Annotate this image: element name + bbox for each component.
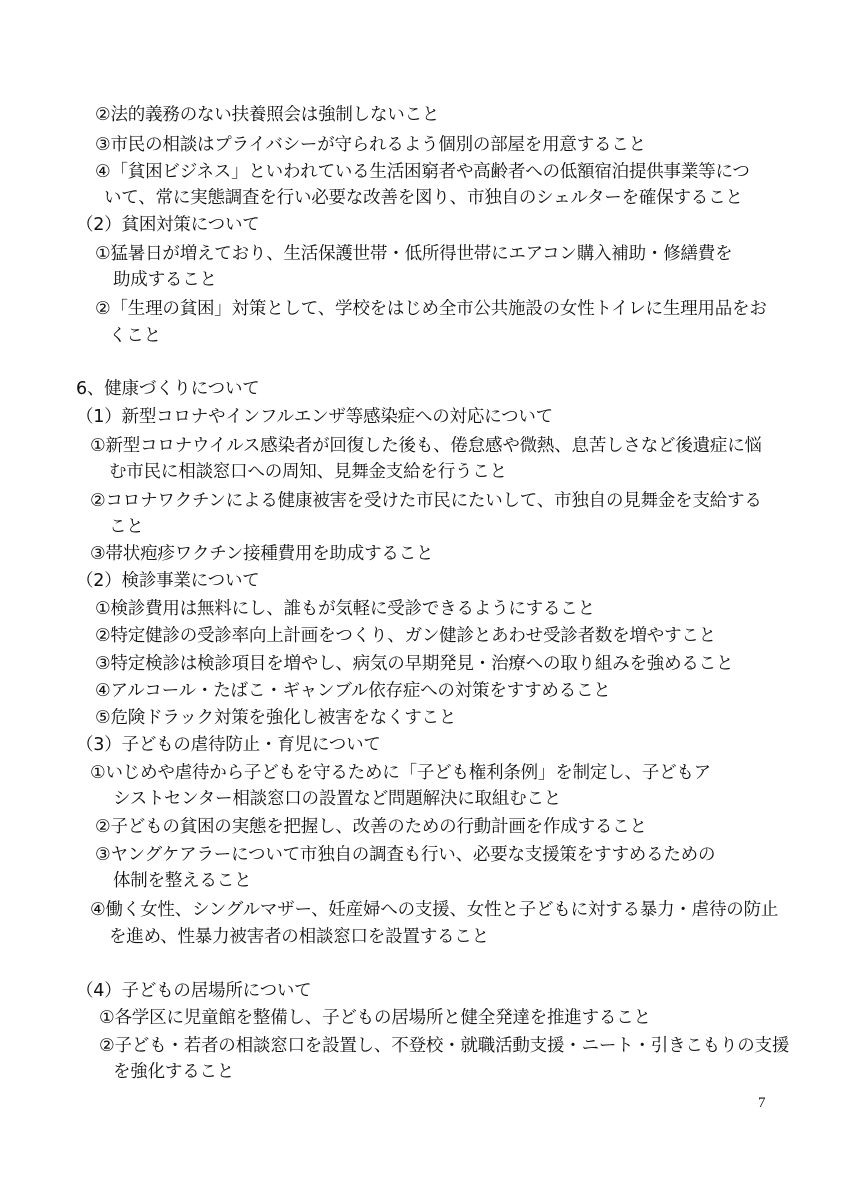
text-line: む市民に相談窓口への周知、見舞金支給を行うこと <box>109 462 507 482</box>
text-line: ④アルコール・たばこ・ギャンブル依存症への対策をすすめること <box>95 681 611 701</box>
text-line: ①新型コロナウイルス感染者が回復した後も、倦怠感や微熱、息苦しさなど後遺症に悩 <box>90 436 762 456</box>
text-line: ④働く女性、シングルマザー、妊産婦への支援、女性と子どもに対する暴力・虐待の防止 <box>90 900 779 920</box>
section-heading: （1）新型コロナやインフルエンザ等感染症への対応について <box>76 407 553 427</box>
section-heading: （4）子どもの居場所について <box>76 981 312 1001</box>
text-line: 助成すること <box>113 270 217 290</box>
chapter-heading: 6、健康づくりについて <box>76 379 260 399</box>
text-line: ③特定検診は検診項目を増やし、病気の早期発見・治療への取り組みを強めること <box>95 654 734 674</box>
page-number: 7 <box>758 1095 766 1111</box>
text-line: こと <box>109 517 144 537</box>
text-line: シストセンター相談窓口の設置など問題解決に取組むこと <box>113 789 562 809</box>
text-line: ②法的義務のない扶養照会は強制しないこと <box>95 105 440 125</box>
text-line: ①検診費用は無料にし、誰もが気軽に受診できるようにすること <box>95 599 595 619</box>
text-line: ④「貧困ビジネス」といわれている生活困窮者や高齢者への低額宿泊提供事業等につ <box>95 162 750 182</box>
text-line: を進め、性暴力被害者の相談窓口を設置すること <box>109 927 489 947</box>
section-heading: （2）検診事業について <box>76 571 260 591</box>
text-line: ①いじめや虐待から子どもを守るために「子ども権利条例」を制定し、子どもア <box>90 763 711 783</box>
text-line: ②子ども・若者の相談窓口を設置し、不登校・就職活動支援・ニート・引きこもりの支援 <box>99 1036 790 1056</box>
section-heading: （3）子どもの虐待防止・育児について <box>76 735 381 755</box>
text-line: ②コロナワクチンによる健康被害を受けた市民にたいして、市独自の見舞金を支給する <box>90 491 762 511</box>
section-heading: （2）貧困対策について <box>76 215 260 235</box>
text-line: ①猛暑日が増えており、生活保護世帯・低所得世帯にエアコン購入補助・修繕費を <box>95 244 733 264</box>
text-line: ⑤危険ドラック対策を強化し被害をなくすこと <box>95 708 457 728</box>
text-line: くこと <box>109 326 161 346</box>
text-line: ②特定健診の受診率向上計画をつくり、ガン健診とあわせ受診者数を増やすこと <box>95 626 716 646</box>
text-line: ②「生理の貧困」対策として、学校をはじめ全市公共施設の女性トイレに生理用品をお <box>95 299 767 319</box>
text-line: 体制を整えること <box>113 871 252 891</box>
text-line: ③ヤングケアラーについて市独自の調査も行い、必要な支援策をすすめるための <box>95 845 716 865</box>
text-line: いて、常に実態調査を行い必要な改善を図り、市独自のシェルターを確保すること <box>104 188 743 208</box>
text-line: ①各学区に児童館を整備し、子どもの居場所と健全発達を推進すること <box>99 1008 651 1028</box>
text-line: ③帯状疱疹ワクチン接種費用を助成すること <box>90 544 434 564</box>
text-line: ②子どもの貧困の実態を把握し、改善のための行動計画を作成すること <box>95 817 647 837</box>
text-line: ③市民の相談はプライバシーが守られるよう個別の部屋を用意すること <box>95 135 646 155</box>
text-line: を強化すること <box>113 1062 235 1082</box>
